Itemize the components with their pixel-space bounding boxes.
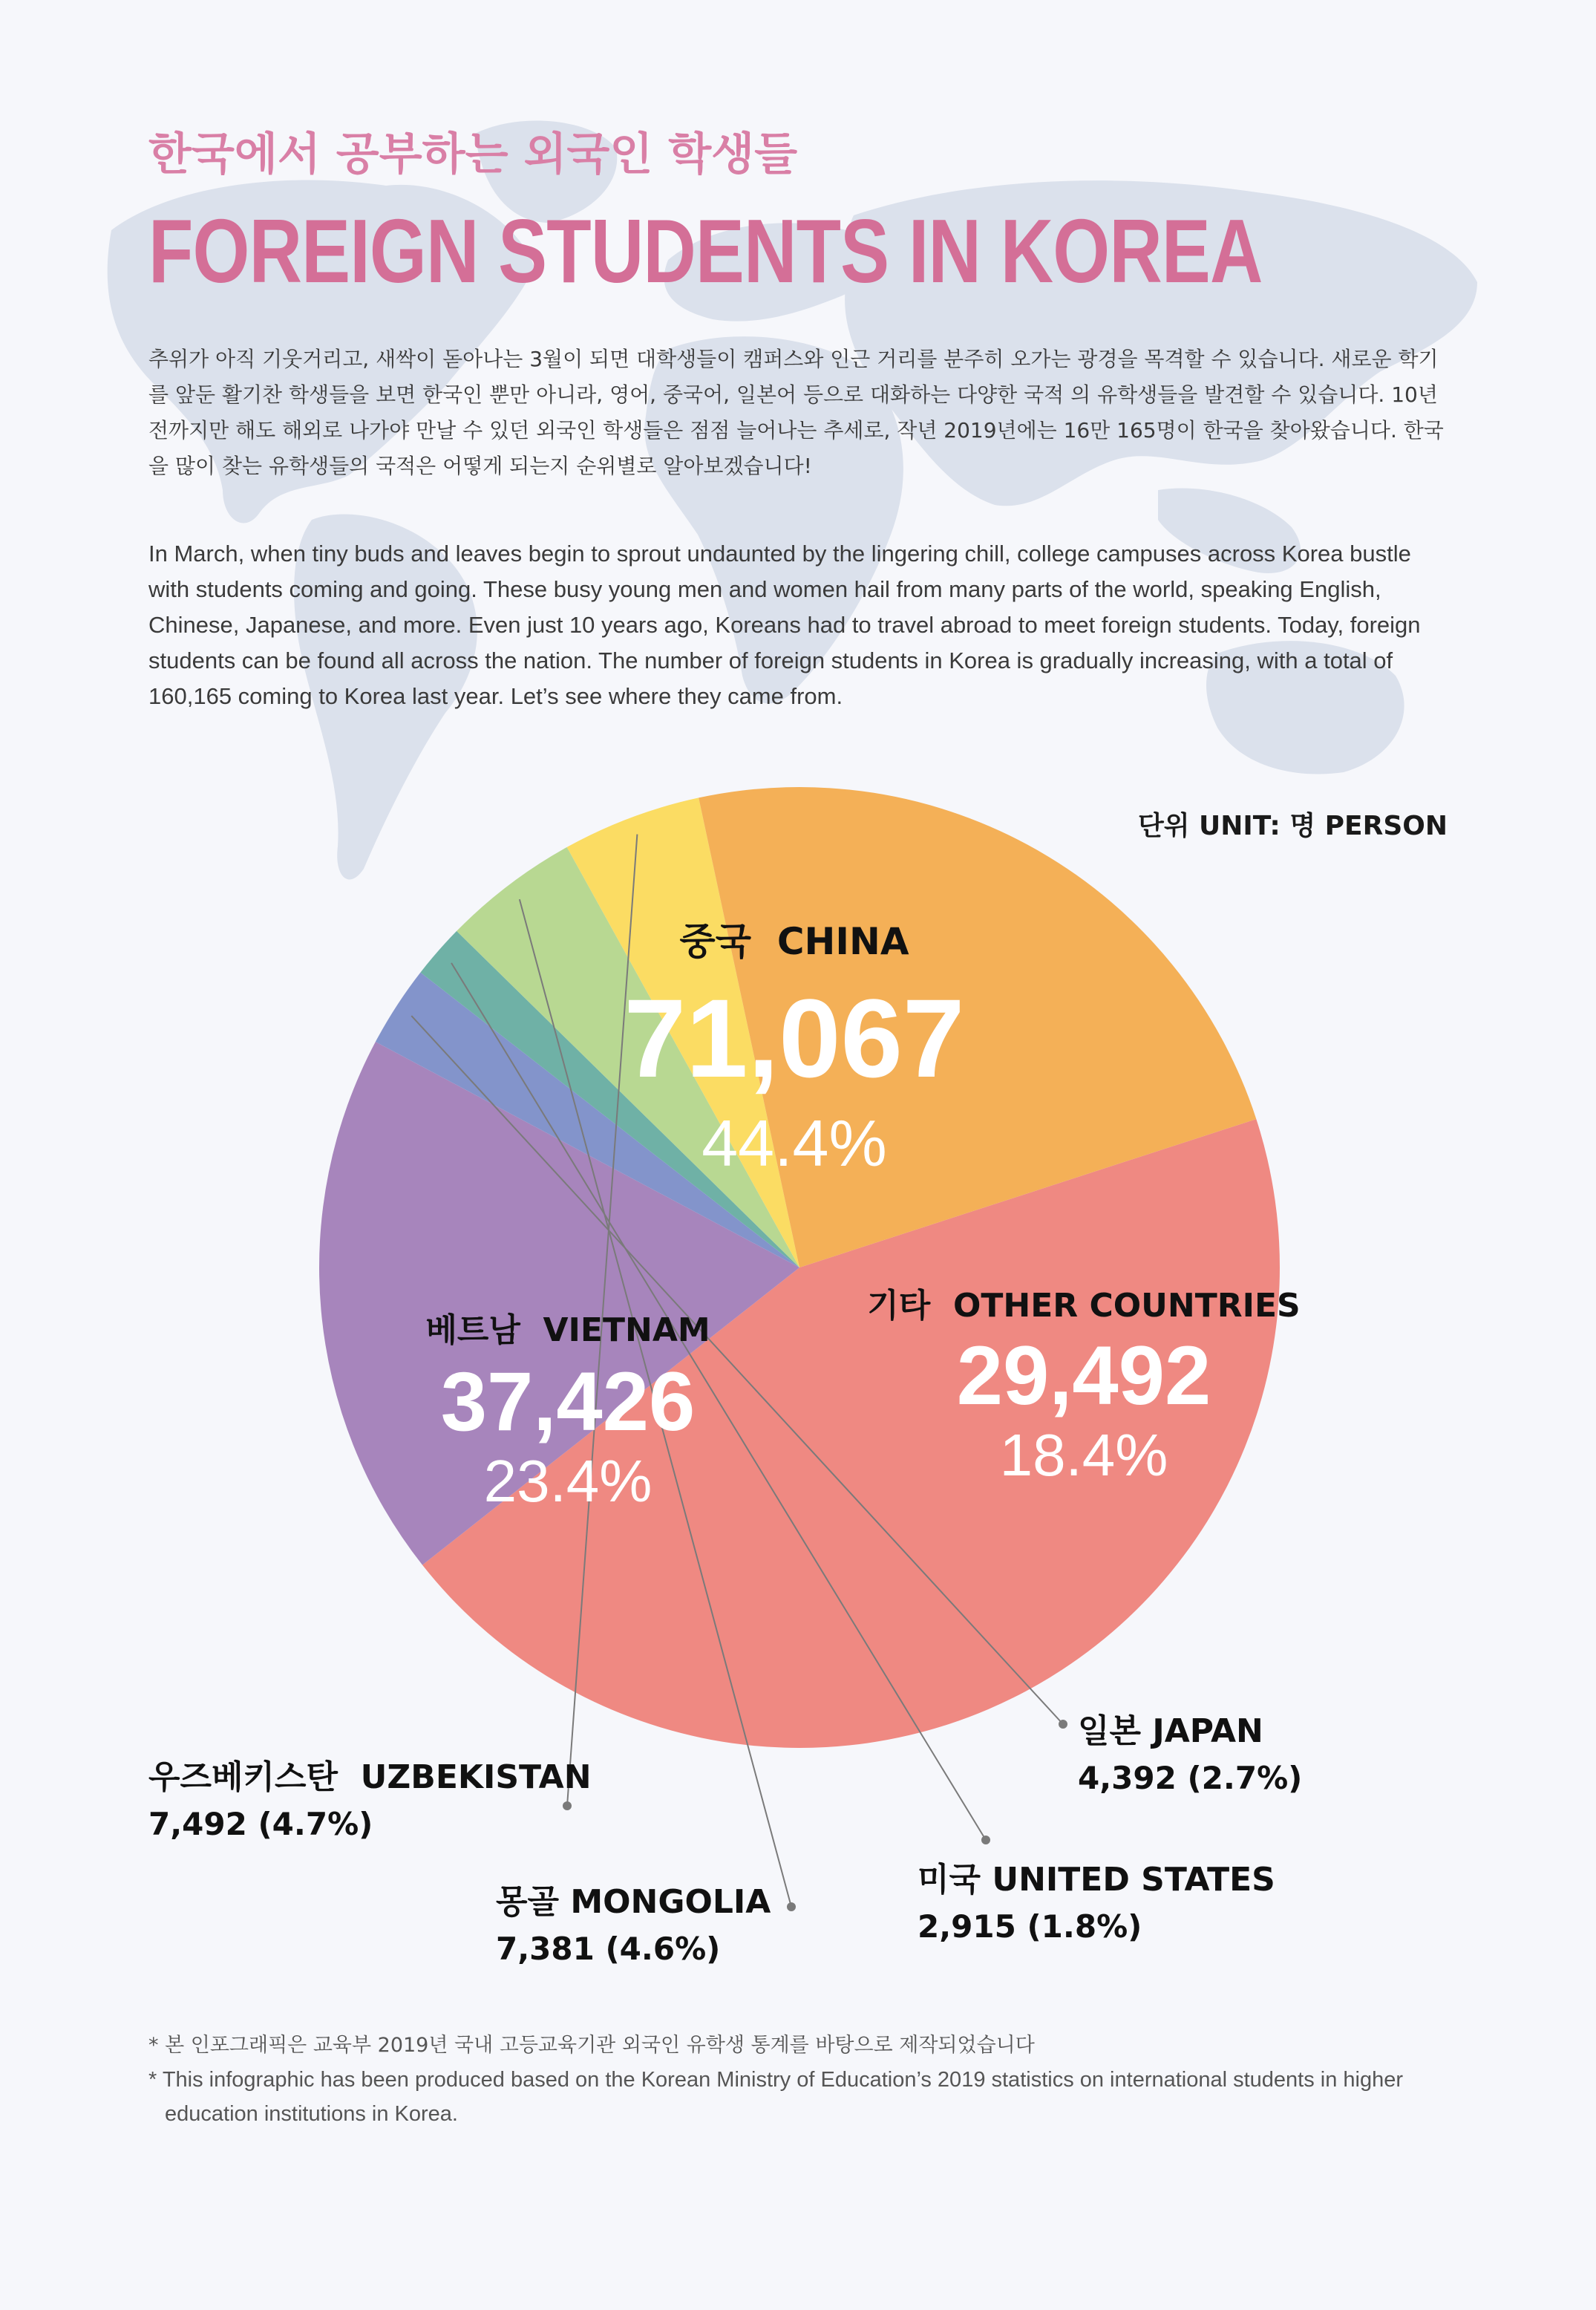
label-other-name: 기타 OTHER COUNTRIES	[867, 1287, 1301, 1325]
leader-dot-mongolia	[788, 1903, 795, 1911]
label-us	[918, 1856, 1275, 1950]
footnote-english: * This infographic has been produced based on the Korean Ministry of Education’s 2019 statistics on international students in higher education institutions in Korea.	[148, 2068, 1404, 2126]
title-english: FOREIGN STUDENTS IN KOREA	[148, 200, 1263, 301]
label-vietnam-name: 베트남 VIETNAM	[425, 1311, 710, 1349]
label-uzbekistan-name: 우즈베키스탄 UZBEKISTAN	[148, 1758, 592, 1796]
label-other-value: 29,492	[956, 1329, 1211, 1422]
label-other	[867, 1279, 1300, 1488]
label-uzbekistan-value: 7,492 (4.7%)	[148, 1806, 373, 1842]
unit-label: 단위 UNIT: 명 PERSON	[1137, 811, 1448, 841]
label-vietnam-value: 37,426	[440, 1355, 696, 1448]
title-korean: 한국에서 공부하는 외국인 학생들	[148, 128, 798, 180]
label-china-name: 중국 CHINA	[679, 920, 909, 963]
label-us-value: 2,915 (1.8%)	[918, 1908, 1142, 1945]
label-china-value: 71,067	[624, 976, 965, 1100]
intro-english: In March, when tiny buds and leaves begin to sprout undaunted by the lingering chill, college campuses across Korea bustle with students coming and going. These busy young men and women hail from many parts of the world, speaking English, Chinese, Japanese, and more. Even just 10 years ago, Koreans had to travel abroad to meet foreign students. Today, foreign students can be found all across the nation. The number of foreign students in Korea is gradually increasing, with a total of 160,165 coming to Korea last year. Let’s see where they came from.	[148, 541, 1421, 709]
label-us-name: 미국 UNITED STATES	[918, 1861, 1275, 1899]
label-vietnam	[425, 1303, 710, 1514]
label-japan-name: 일본 JAPAN	[1078, 1712, 1263, 1750]
label-mongolia	[496, 1879, 771, 1972]
label-mongolia-value: 7,381 (4.6%)	[496, 1931, 721, 1967]
footnote-korean: * 본 인포그래픽은 교육부 2019년 국내 고등교육기관 외국인 유학생 통계를 바탕으로 제작되었습니다	[148, 2034, 1035, 2057]
label-china-percent: 44.4%	[701, 1106, 887, 1180]
label-china	[624, 912, 965, 1179]
label-uzbekistan	[148, 1754, 592, 1847]
label-other-percent: 18.4%	[999, 1421, 1168, 1488]
label-japan-value: 4,392 (2.7%)	[1078, 1760, 1303, 1796]
label-vietnam-percent: 23.4%	[483, 1447, 653, 1514]
label-japan	[1078, 1708, 1302, 1801]
label-mongolia-name: 몽골 MONGOLIA	[496, 1883, 771, 1921]
leader-dot-japan	[1059, 1720, 1067, 1728]
intro-korean: 추위가 아직 기웃거리고, 새싹이 돋아나는 3월이 되면 대학생들이 캠퍼스와 인근 거리를 분주히 오가는 광경을 목격할 수 있습니다. 새로운 학기를 앞둔 활기찬 학생들을 보면 한국인 뿐만 아니라, 영어, 중국어, 일본어 등으로 대화하는 다양한 국적 의 유학생들을 발견할 수 있습니다. 10년 전까지만 해도 해외로 나가야 만날 수 있던 외국인 학생들은 점점 늘어나는 추세로, 작년 2019년에는 16만 165명이 한국을 찾아왔습니다. 한국을 많이 찾는 유학생들의 국적은 어떻게 되는지 순위별로 알아보겠습니다!	[148, 347, 1444, 478]
leader-dot-us	[982, 1836, 990, 1844]
